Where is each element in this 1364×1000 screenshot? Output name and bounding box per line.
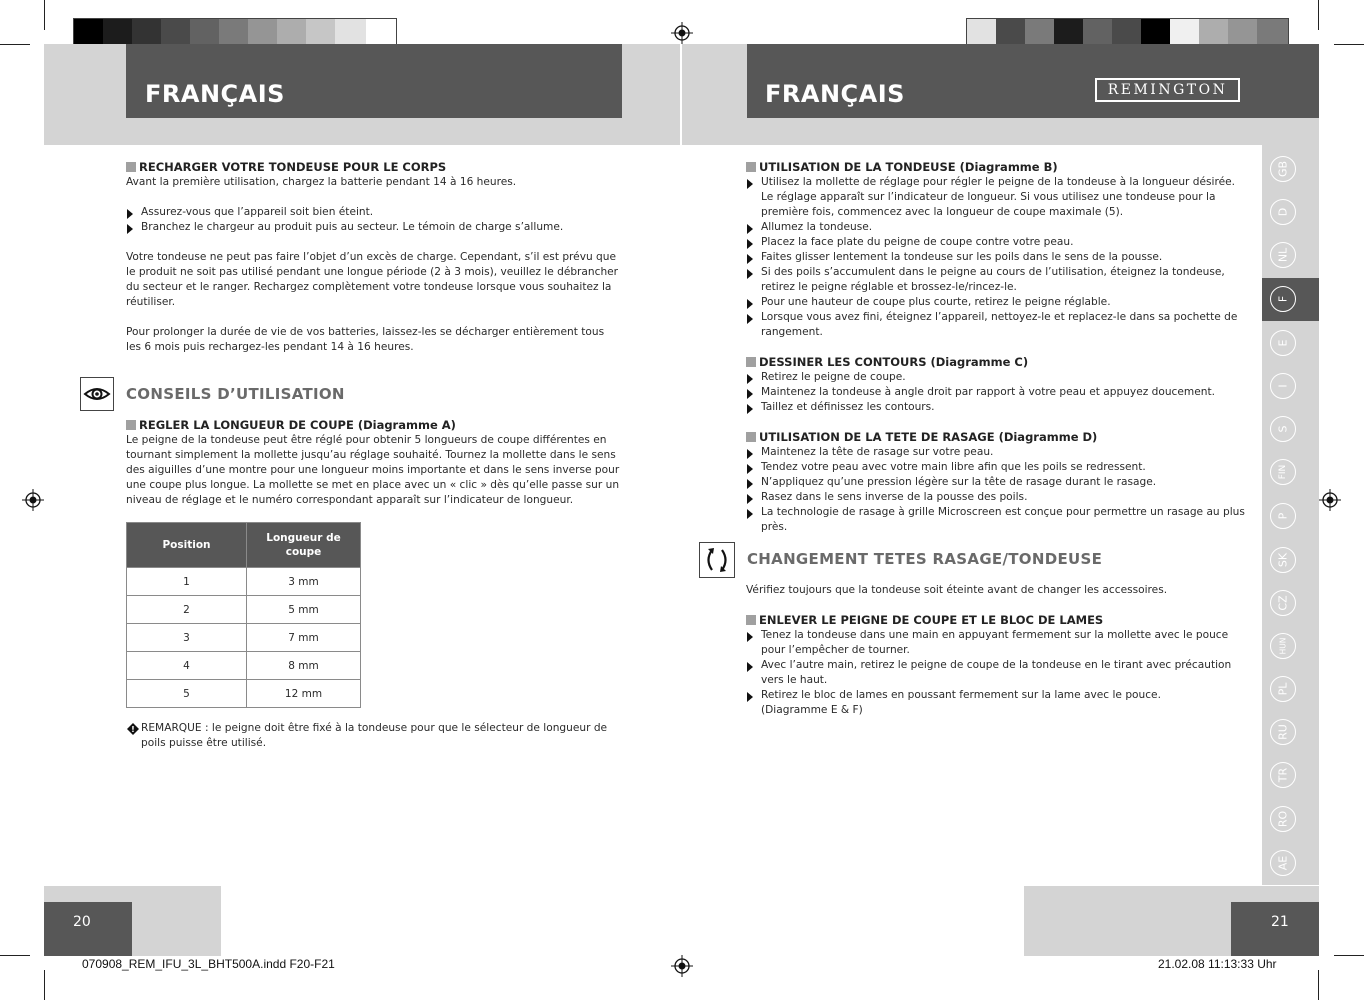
language-tab-tr[interactable]: TR (1270, 762, 1296, 788)
table-cell: 5 mm (247, 596, 361, 624)
footer-date: 21.02.08 11:13:33 Uhr (1158, 957, 1277, 971)
table-cell: 3 (127, 624, 247, 652)
language-tab-d[interactable]: D (1270, 199, 1296, 225)
table-cell: 1 (127, 568, 247, 596)
recharge-heading: RECHARGER VOTRE TONDEUSE POUR LE CORPS (126, 160, 446, 174)
color-swatch (1199, 19, 1228, 46)
rasage-bullet: Tendez votre peau avec votre main libre afin que les poils se redressent. (746, 460, 1256, 475)
color-swatch (277, 19, 306, 46)
language-tab-sk[interactable]: SK (1270, 547, 1296, 573)
language-tab-f[interactable]: F (1270, 286, 1296, 312)
enlever-bullet: Retirez le bloc de lames en poussant fermement sur la lame avec le pouce. (Diagramme E & F) (746, 688, 1171, 718)
conseils-section-title: CONSEILS D’UTILISATION (126, 385, 345, 403)
table-row (127, 680, 361, 708)
language-tab-ro[interactable]: RO (1270, 806, 1296, 832)
usage-bullet: Lorsque vous avez fini, éteignez l’appareil, nettoyez-le et replacez-le dans sa pochette de rangement. (746, 310, 1246, 340)
contours-bullet: Maintenez la tondeuse à angle droit par rapport à votre peau et appuyez doucement. (746, 385, 1246, 400)
changement-section-title: CHANGEMENT TETES RASAGE/TONDEUSE (747, 550, 1103, 568)
recharge-intro: Avant la première utilisation, chargez la batterie pendant 14 à 16 heures. (126, 176, 517, 188)
contours-heading: DESSINER LES CONTOURS (Diagramme C) (746, 355, 1028, 369)
cut-length-heading: REGLER LA LONGUEUR DE COUPE (Diagramme A) (126, 418, 456, 432)
eye-icon (80, 377, 114, 411)
usage-bullet: Placez la face plate du peigne de coupe contre votre peau. (746, 235, 1246, 250)
language-tab-gb[interactable]: GB (1270, 156, 1296, 182)
table-row (127, 652, 361, 680)
color-swatch (1054, 19, 1083, 46)
language-tab-pl[interactable]: PL (1270, 676, 1296, 702)
color-swatch (248, 19, 277, 46)
enlever-heading: ENLEVER LE PEIGNE DE COUPE ET LE BLOC DE LAMES (746, 613, 1103, 627)
color-swatch (1025, 19, 1054, 46)
color-swatch (1228, 19, 1257, 46)
table-header: Position (127, 523, 247, 568)
language-tab-e[interactable]: E (1270, 330, 1296, 356)
color-swatch (1083, 19, 1112, 46)
rasage-bullet: Rasez dans le sens inverse de la pousse des poils. (746, 490, 1256, 505)
color-swatch (1112, 19, 1141, 46)
crop-mark (0, 955, 30, 956)
table-cell: 12 mm (247, 680, 361, 708)
note-diamond-icon (127, 723, 139, 735)
recharge-paragraph-1: Votre tondeuse ne peut pas faire l’objet d’un excès de charge. Cependant, s’il est prévu que le produit ne soit pas utilisé pendant une longue période (2 à 3 mois), veuillez le débrancher du secteur et le ranger. Rechargez complètement votre tondeuse lorsque vous souhaitez la réutiliser. (126, 251, 619, 308)
color-swatch (132, 19, 161, 46)
color-swatch (967, 19, 996, 46)
rasage-bullet: N’appliquez qu’une pression légère sur la tête de rasage durant le rasage. (746, 475, 1256, 490)
crop-mark (1318, 0, 1319, 30)
color-swatch (219, 19, 248, 46)
language-tab-s[interactable]: S (1270, 416, 1296, 442)
language-tab-ae[interactable]: AE (1270, 850, 1296, 876)
usage-bullet: Allumez la tondeuse. (746, 220, 1246, 235)
rasage-heading: UTILISATION DE LA TETE DE RASAGE (Diagramme D) (746, 430, 1097, 444)
color-swatch (1257, 19, 1288, 46)
recharge-bullet: Assurez-vous que l’appareil soit bien éteint. (126, 205, 621, 220)
registration-mark-icon (671, 955, 693, 977)
registration-mark-icon (22, 489, 44, 511)
language-tab-nl[interactable]: NL (1270, 242, 1296, 268)
changement-intro: Vérifiez toujours que la tondeuse soit éteinte avant de changer les accessoires. (746, 584, 1168, 596)
enlever-bullet: Tenez la tondeuse dans une main en appuyant fermement sur la mollette avec le pouce pour l’empêcher de tourner. (746, 628, 1241, 658)
registration-mark-icon (671, 22, 693, 44)
usage-heading: UTILISATION DE LA TONDEUSE (Diagramme B) (746, 160, 1058, 174)
rasage-bullet: Maintenez la tête de rasage sur votre peau. (746, 445, 1256, 460)
language-tab-cz[interactable]: CZ (1270, 590, 1296, 616)
table-row (127, 568, 361, 596)
color-swatch (1170, 19, 1199, 46)
usage-bullet: Si des poils s’accumulent dans le peigne au cours de l’utilisation, éteignez la tondeuse, retirez le peigne réglable et brossez-le/rincez-le. (746, 265, 1246, 295)
color-swatch (103, 19, 132, 46)
recharge-paragraph-2: Pour prolonger la durée de vie de vos batteries, laissez-les se décharger entièrement tous les 6 mois puis rechargez-les pendant 14 à 16 heures. (126, 326, 605, 353)
crop-mark (0, 44, 30, 45)
color-swatch (996, 19, 1025, 46)
usage-bullet: Utilisez la mollette de réglage pour régler le peigne de la tondeuse à la longueur désirée. Le réglage apparaît sur l’indicateur de longueur. Si vous utilisez une tondeuse pour la première fois, commencez avec la longueur de coupe maximale (5). (746, 175, 1246, 220)
crop-mark (1334, 955, 1364, 956)
contours-bullet: Taillez et définissez les contours. (746, 400, 1246, 415)
enlever-bullet: Avec l’autre main, retirez le peigne de coupe de la tondeuse en le tirant avec précaution vers le haut. (746, 658, 1241, 688)
language-tab-i[interactable]: I (1270, 373, 1296, 399)
language-tab-fin[interactable]: FIN (1270, 459, 1296, 485)
usage-bullet: Pour une hauteur de coupe plus courte, retirez le peigne réglable. (746, 295, 1246, 310)
right-page-number: 21 (1271, 914, 1289, 930)
remington-logo: REMINGTON (1095, 78, 1240, 102)
table-row (127, 596, 361, 624)
table-cell: 8 mm (247, 652, 361, 680)
note-text: REMARQUE : le peigne doit être fixé à la tondeuse pour que le sélecteur de longueur de poils puisse être utilisé. (141, 722, 608, 749)
right-page-title: FRANÇAIS (765, 80, 905, 108)
language-tab-ru[interactable]: RU (1270, 719, 1296, 745)
color-swatch (306, 19, 335, 46)
contours-bullet: Retirez le peigne de coupe. (746, 370, 1246, 385)
table-cell: 2 (127, 596, 247, 624)
table-header-row (127, 523, 361, 568)
usage-bullet: Faites glisser lentement la tondeuse sur les poils dans le sens de la pousse. (746, 250, 1246, 265)
recharge-bullet: Branchez le chargeur au produit puis au secteur. Le témoin de charge s’allume. (126, 220, 621, 235)
registration-mark-icon (1319, 489, 1341, 511)
language-tab-hun[interactable]: HUN (1270, 633, 1296, 659)
table-cell: 4 (127, 652, 247, 680)
color-swatch (190, 19, 219, 46)
color-swatch (161, 19, 190, 46)
table-cell: 7 mm (247, 624, 361, 652)
table-cell: 5 (127, 680, 247, 708)
svg-text:!: ! (131, 725, 135, 734)
crop-mark (1318, 970, 1319, 1000)
color-swatch (1141, 19, 1170, 46)
left-page-title: FRANÇAIS (145, 80, 285, 108)
left-page-number: 20 (73, 914, 91, 930)
table-cell: 3 mm (247, 568, 361, 596)
rotate-arrows-icon (699, 542, 735, 578)
crop-mark (44, 970, 45, 1000)
crop-mark (44, 0, 45, 30)
cut-length-table (126, 522, 361, 708)
table-header: Longueur de coupe (247, 523, 361, 568)
language-tab-p[interactable]: P (1270, 503, 1296, 529)
crop-mark (1334, 44, 1364, 45)
cut-length-paragraph: Le peigne de la tondeuse peut être réglé pour obtenir 5 longueurs de coupe différentes en tournant simplement la mollette jusqu’au réglage souhaité. Tournez la mollette dans le sens des aiguilles d’une montre pour une longueur moins importante et dans le sens inverse pour une coupe plus longue. La mollette se met en place avec un « clic » dès qu’elle passe sur un niveau de réglage et le numéro correspondant apparaît sur l’indicateur de longueur. (126, 434, 620, 506)
rasage-bullet: La technologie de rasage à grille Microscreen est conçue pour permettre un rasage au plus près. (746, 505, 1256, 535)
color-swatch (335, 19, 366, 46)
footer-file-info: 070908_REM_IFU_3L_BHT500A.indd F20-F21 (82, 957, 335, 971)
table-row (127, 624, 361, 652)
color-swatch (74, 19, 103, 46)
